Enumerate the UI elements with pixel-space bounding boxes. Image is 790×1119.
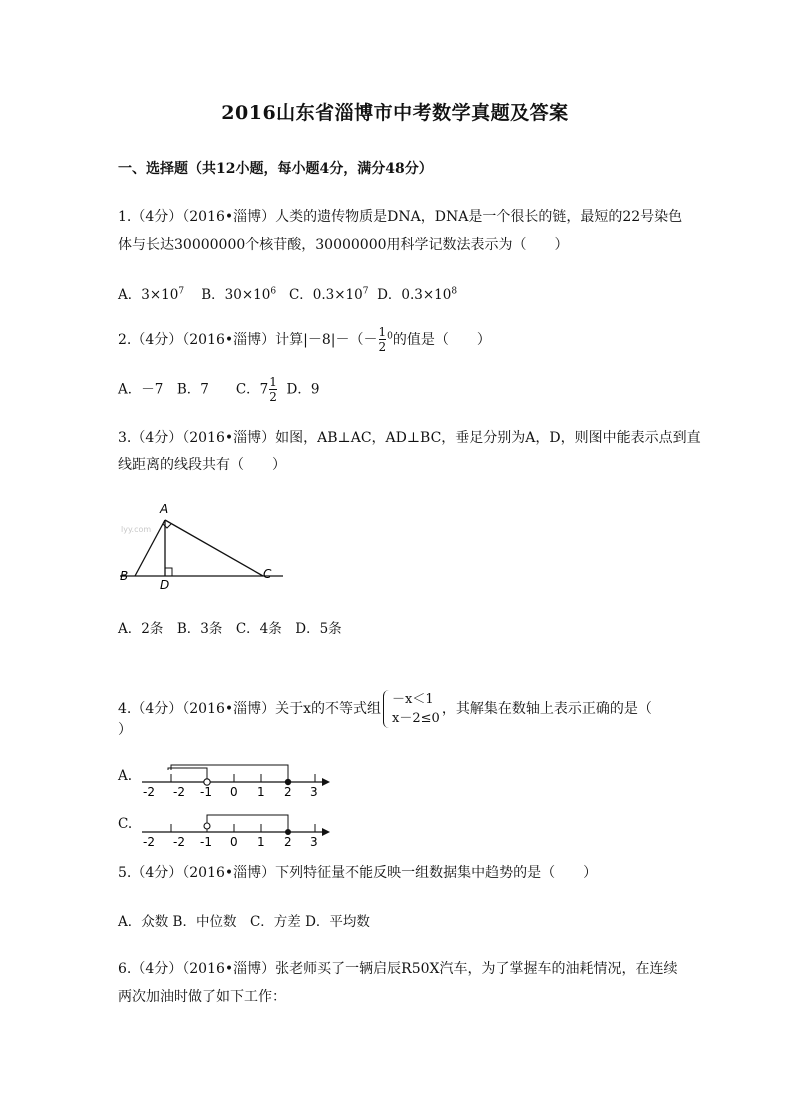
tick-label: -2 <box>173 835 185 849</box>
q1-option-d: D．$0.3\times 10^8$ <box>377 286 458 303</box>
segment-ac <box>165 520 263 576</box>
q3-triangle-figure <box>115 498 295 590</box>
q4-option-c-label: C. <box>118 816 133 832</box>
tick-label: 2 <box>284 835 292 849</box>
q3-options: A．2条 B．3条 C．4条 D．5条 <box>118 621 342 637</box>
tick-label: 0 <box>230 785 238 799</box>
axis-arrow <box>322 828 330 836</box>
q3-line2: 线距离的线段共有（ ） <box>118 457 286 473</box>
q2-stem: 2.（4分）（2016•淄博）计算|－8|－（－ $\frac{1}{2}$ $^0$的值是（ ） <box>118 325 491 354</box>
q6-line2: 两次加油时做了如下工作： <box>118 989 286 1005</box>
solution-bracket <box>207 815 288 826</box>
q1-option-c: C．$0.3\times 10^7$ <box>288 286 369 303</box>
q1-option-b: B．$30\times 10^6$ <box>201 286 277 303</box>
q2-options: A．－7 B．7 C．7 $\frac{1}{2}$ D．9 <box>118 375 320 404</box>
tick-label: -2 <box>143 785 155 799</box>
right-angle-mark-d <box>165 568 172 576</box>
label-a: A <box>160 502 169 516</box>
open-point <box>204 823 210 829</box>
tick-label: -1 <box>200 835 212 849</box>
label-d: D <box>160 578 170 590</box>
q4-line2: ） <box>118 722 132 738</box>
label-c: C <box>263 567 272 581</box>
watermark: lyy.com <box>121 525 152 534</box>
axis-arrow <box>322 778 330 786</box>
q1-option-a: A．$3\times 10^7$ <box>118 286 185 303</box>
tick-label: -2 <box>143 835 155 849</box>
right-angle-mark-a <box>163 524 171 528</box>
q1-options <box>118 283 457 303</box>
solution-bracket-right <box>171 765 288 778</box>
q4-inequality-system: －x＜1 x－2≤0 <box>383 690 440 728</box>
q5-line1: 5.（4分）（2016•淄博）下列特征量不能反映一组数据集中趋势的是（ ） <box>118 865 598 881</box>
tick-label: 1 <box>257 835 265 849</box>
q4-number-line-c <box>140 812 335 850</box>
tick-label: -1 <box>200 785 212 799</box>
tick-label: -2 <box>173 785 185 799</box>
tick-label: 0 <box>230 835 238 849</box>
q6-line1: 6.（4分）（2016•淄博）张老师买了一辆启辰R50X汽车，为了掌握车的油耗情况，在连续 <box>118 961 678 977</box>
q2-option-c-fraction: $\frac{1}{2}$ <box>269 375 277 404</box>
q4-number-line-a <box>140 762 335 800</box>
q1-line1: 1.（4分）（2016•淄博）人类的遗传物质是DNA，DNA是一个很长的链，最短的22号染色 <box>118 209 683 225</box>
section-heading: 一、选择题（共12小题，每小题4分，满分48分） <box>118 161 433 177</box>
q2-fraction: $\frac{1}{2}$ <box>378 325 387 354</box>
page-title: 2016山东省淄博市中考数学真题及答案 <box>221 102 569 124</box>
tick-label: 1 <box>257 785 265 799</box>
solution-bracket-left <box>168 768 207 778</box>
q4-option-a-label: A. <box>118 768 133 784</box>
label-b: B <box>120 569 129 583</box>
q1-line2: 体与长达30000000个核苷酸，30000000用科学记数法表示为（ ） <box>118 237 569 253</box>
tick-label: 2 <box>284 785 292 799</box>
q5-options: A．众数 B．中位数 C．方差 D．平均数 <box>118 914 370 930</box>
tick-label: 3 <box>310 835 318 849</box>
q4-stem: 4.（4分）（2016•淄博）关于x的不等式组 －x＜1 x－2≤0 ，其解集在数轴上表示正确的是（ <box>118 692 652 726</box>
q3-line1: 3.（4分）（2016•淄博）如图，AB⊥AC，AD⊥BC，垂足分别为A，D，则图中能表示点到直 <box>118 430 701 446</box>
tick-label: 3 <box>310 785 318 799</box>
